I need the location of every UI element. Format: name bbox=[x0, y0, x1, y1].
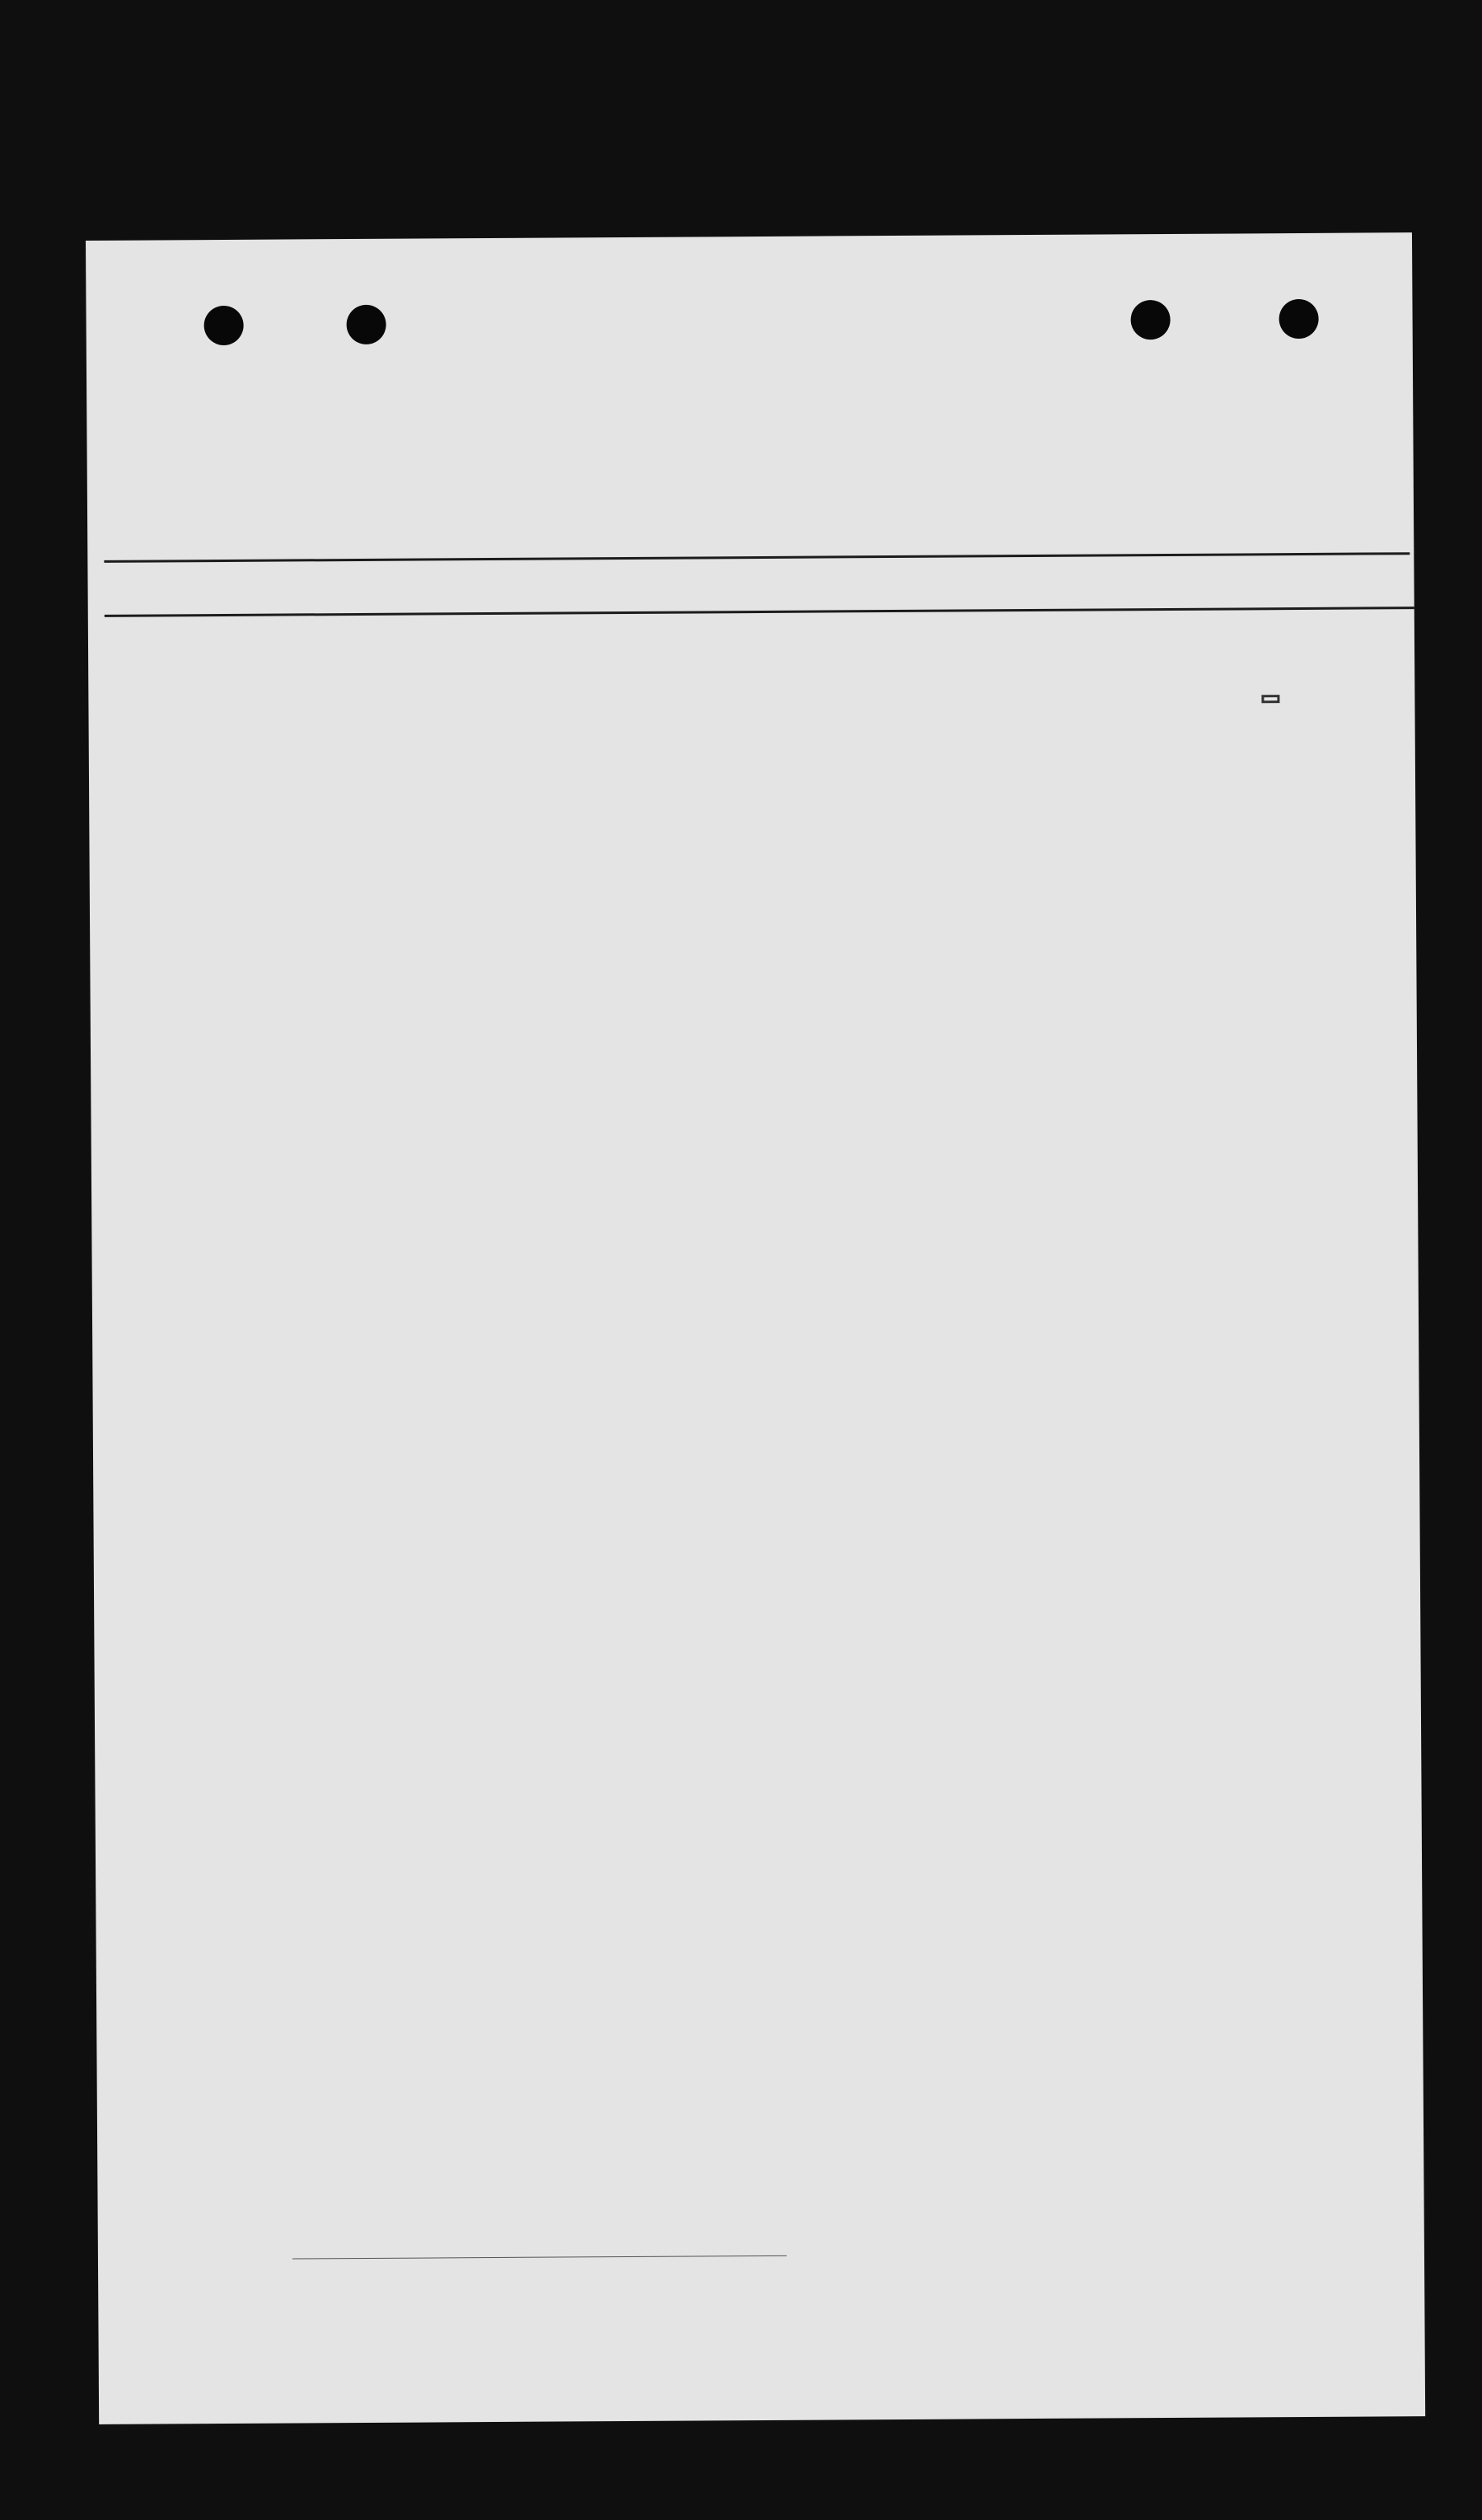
col-name-line3 bbox=[171, 640, 500, 642]
citizenship-stamp bbox=[1261, 695, 1279, 703]
col-name-line2 bbox=[171, 640, 500, 642]
punch-hole-2 bbox=[346, 305, 386, 344]
table-top-border bbox=[105, 607, 1414, 617]
punch-hole-1 bbox=[203, 306, 243, 345]
col-name-header bbox=[171, 640, 500, 642]
punch-hole-4 bbox=[1279, 299, 1318, 339]
col-name-line1 bbox=[171, 640, 500, 642]
punch-hole-3 bbox=[1130, 300, 1170, 340]
prepared-by-line bbox=[292, 2255, 787, 2260]
col-occupation-header bbox=[1068, 652, 1316, 653]
col-ticket-header bbox=[533, 674, 632, 675]
col-nationality-header bbox=[797, 629, 1068, 630]
header-divider bbox=[104, 552, 1410, 563]
manifest-page bbox=[86, 232, 1425, 2424]
